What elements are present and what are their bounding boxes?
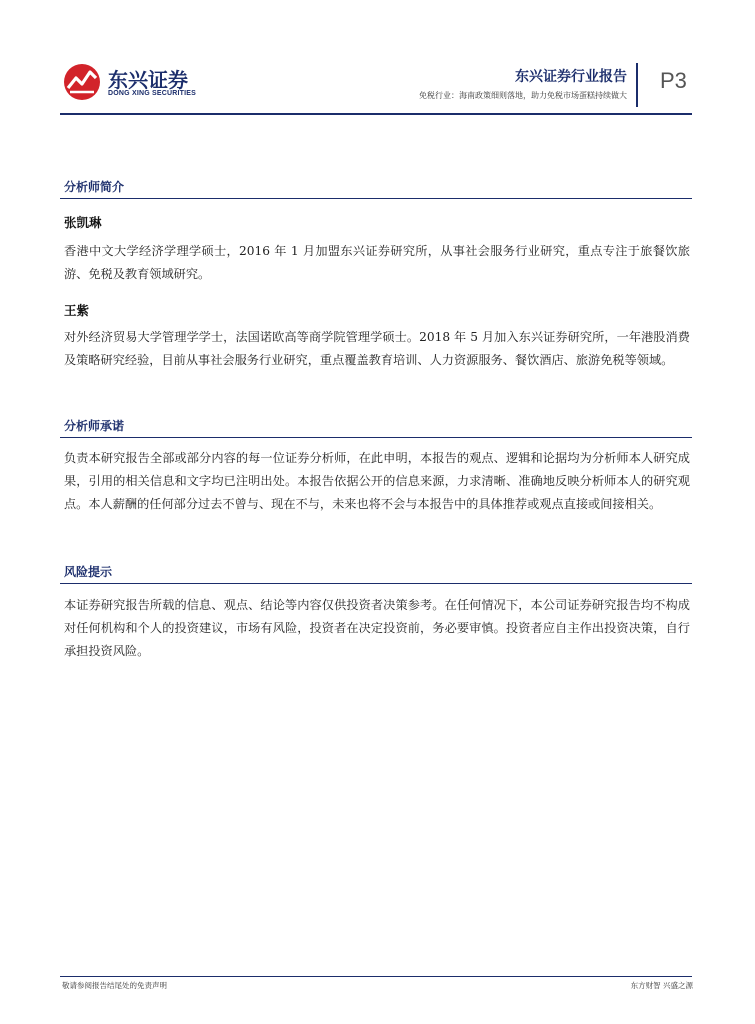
page-header bbox=[0, 0, 755, 120]
brand-name-cn: 东兴证券 bbox=[108, 68, 188, 92]
section-title: 风险提示 bbox=[64, 565, 113, 579]
brand-logo-icon bbox=[62, 62, 102, 102]
page-number: P3 bbox=[660, 68, 687, 93]
commitment-text: 负责本研究报告全部或部分内容的每一位证券分析师，在此申明，本报告的观点、逻辑和论据均为分析师本人研究成果，引用的相关信息和文字均已注明出处。本报告依据公开的信息来源，力求清晰、准确地反映分析师本人的研究观点。本人薪酬的任何部分过去不曾与、现在不与，未来也将不会与本报告中的具体推荐或观点直接或间接相关。 bbox=[64, 451, 690, 511]
analyst-bio: 香港中文大学经济学理学硕士，2016 年 1 月加盟东兴证券研究所，从事社会服务行业研究，重点专注于旅餐饮旅游、免税及教育领域研究。 bbox=[64, 244, 690, 281]
footer-disclaimer-note: 敬请参阅报告结尾处的免责声明 bbox=[62, 981, 167, 990]
risk-text: 本证券研究报告所载的信息、观点、结论等内容仅供投资者决策参考。在任何情况下，本公司证券研究报告均不构成对任何机构和个人的投资建议，市场有风险，投资者在决定投资前，务必要审慎。投资者应自主作出投资决策，自行承担投资风险。 bbox=[64, 598, 690, 658]
analyst-name: 王紫 bbox=[64, 303, 90, 318]
report-subtitle: 免税行业：海南政策细则落地，助力免税市场蛋糕持续做大 bbox=[419, 91, 627, 100]
brand-logo bbox=[62, 62, 232, 106]
section-title: 分析师承诺 bbox=[64, 419, 125, 433]
section-title: 分析师简介 bbox=[64, 180, 125, 194]
brand-name-en: DONG XING SECURITIES bbox=[108, 90, 197, 97]
footer-slogan: 东方财智 兴盛之源 bbox=[630, 981, 693, 990]
section-commitment-heading bbox=[60, 415, 692, 438]
report-title: 东兴证券行业报告 bbox=[515, 69, 627, 85]
footer-rule bbox=[60, 976, 692, 977]
section-analysts-heading bbox=[60, 176, 692, 199]
analyst-name: 张凯琳 bbox=[64, 215, 102, 230]
header-rule bbox=[60, 113, 692, 115]
section-risk-heading bbox=[60, 561, 692, 584]
header-divider bbox=[636, 63, 638, 107]
analyst-bio: 对外经济贸易大学管理学学士，法国诺欧高等商学院管理学硕士。2018 年 5 月加入东兴证券研究所，一年港股消费及策略研究经验，目前从事社会服务行业研究，重点覆盖教育培训、人力资源服务、餐饮酒店、旅游免税等领域。 bbox=[64, 330, 690, 367]
